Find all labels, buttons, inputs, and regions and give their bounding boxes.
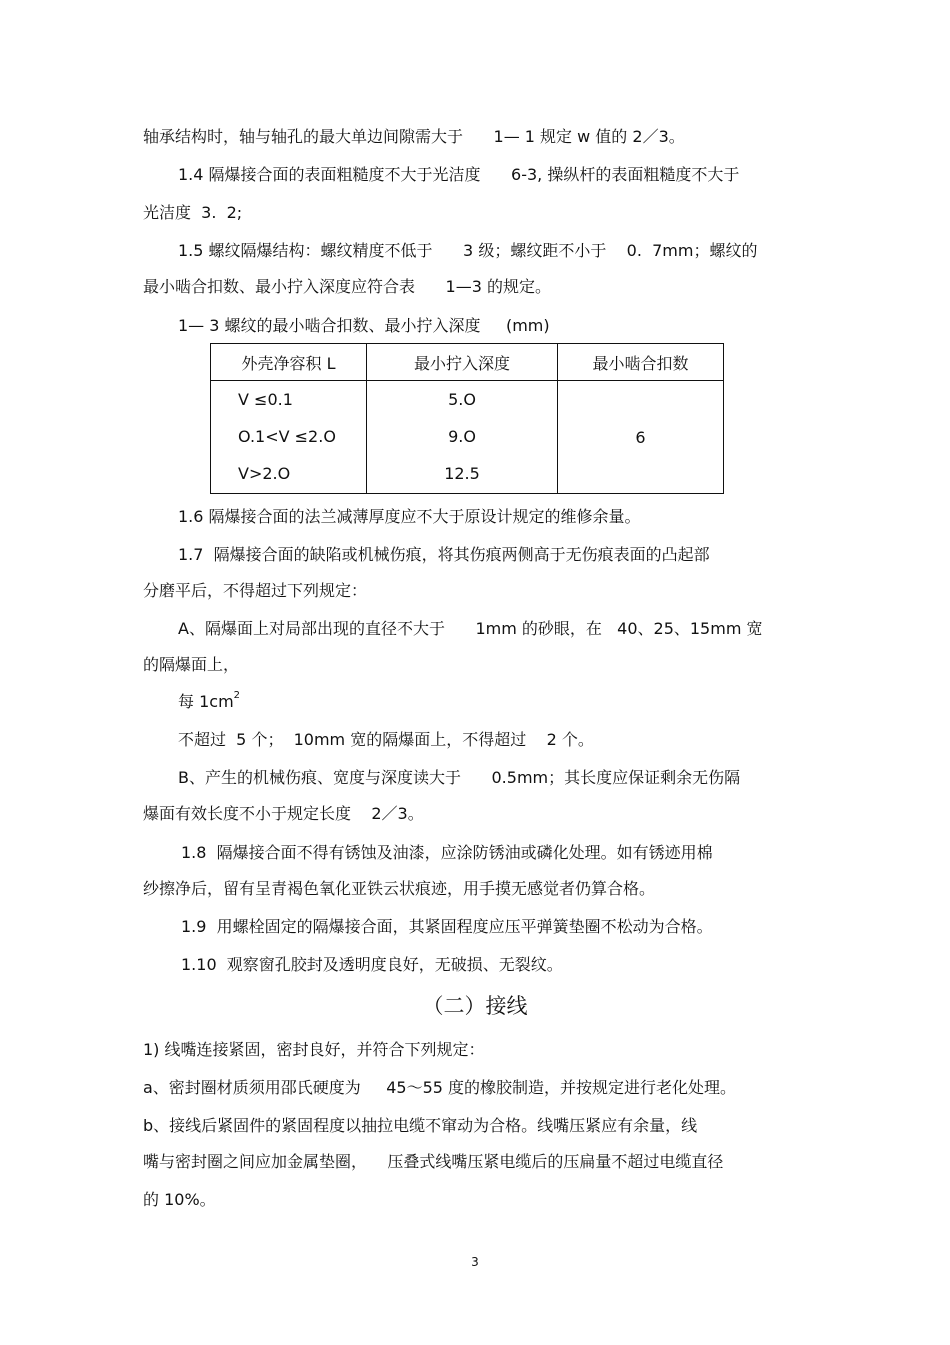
depth-value: 5.O [448,389,476,409]
text-line: 的 10%。 [143,1190,216,1209]
text-line: 1.8 隔爆接合面不得有锈蚀及油漆，应涂防锈油或磷化处理。如有锈迹用棉 [181,843,713,862]
table-header-row [211,344,724,381]
text-line: 轴承结构时，轴与轴孔的最大单边间隙需大于 1— 1 规定 w 值的 2／3。 [143,127,685,146]
text-line: 纱擦净后，留有呈青褐色氧化亚铁云状痕迹，用手摸无感觉者仍算合格。 [143,879,656,898]
page-number: 3 [471,1255,479,1269]
volume-value: O.1<V ≤2.O [238,426,336,446]
area-unit-text: 每 1cm [178,692,234,711]
table-body-row [211,381,724,494]
text-line: 1.10 观察窗孔胶封及透明度良好，无破损、无裂纹。 [181,955,563,974]
header-threads: 最小啮合扣数 [558,344,724,381]
text-line: 1.7 隔爆接合面的缺陷或机械伤痕，将其伤痕两侧高于无伤痕表面的凸起部 [178,545,710,564]
text-line: 1) 线嘴连接紧固，密封良好，并符合下列规定： [143,1040,485,1059]
text-line: B、产生的机械伤痕、宽度与深度读大于 0.5mm；其长度应保证剩余无伤隔 [178,768,741,787]
section-heading: （二）接线 [422,994,528,1018]
text-line: 分磨平后，不得超过下列规定： [143,581,368,600]
volume-value: V>2.O [238,464,291,484]
depth-value: 12.5 [444,464,480,484]
text-line: 1.4 隔爆接合面的表面粗糙度不大于光洁度 6-3, 操纵杆的表面粗糙度不大于 [178,165,740,184]
text-line: 爆面有效长度不小于规定长度 2／3。 [143,804,424,823]
depth-value: 9.O [448,426,476,446]
header-volume: 外壳净容积 L [211,344,367,381]
volume-value: V ≤0.1 [238,389,293,409]
text-line: b、接线后紧固件的紧固程度以抽拉电缆不窜动为合格。线嘴压紧应有余量，线 [143,1116,698,1135]
superscript: 2 [233,690,241,701]
text-line: 1.5 螺纹隔爆结构：螺纹精度不低于 3 级；螺纹距不小于 0. 7mm；螺纹的 [178,241,758,260]
text-line: 嘴与密封圈之间应加金属垫圈， 压叠式线嘴压紧电缆后的压扁量不超过电缆直径 [143,1152,724,1171]
header-depth: 最小拧入深度 [367,344,558,381]
text-line: a、密封圈材质须用邵氏硬度为 45～55 度的橡胶制造，并按规定进行老化处理。 [143,1078,737,1097]
text-line: 不超过 5 个； 10mm 宽的隔爆面上，不得超过 2 个。 [178,730,594,749]
text-line: 1.6 隔爆接合面的法兰减薄厚度应不大于原设计规定的维修余量。 [178,507,641,526]
table-caption: 1— 3 螺纹的最小啮合扣数、最小拧入深度 (mm) [178,316,550,335]
text-line: A、隔爆面上对局部出现的直径不大于 1mm 的砂眼，在 40、25、15mm 宽 [178,619,763,638]
thread-spec-table [210,343,724,494]
text-line: 的隔爆面上， [143,655,240,674]
volume-cell [211,381,367,494]
text-line [178,692,240,712]
text-line: 最小啮合扣数、最小拧入深度应符合表 1—3 的规定。 [143,277,551,296]
depth-cell [367,381,558,494]
threads-value: 6 [558,381,724,494]
text-line: 光洁度 3. 2; [143,203,243,222]
text-line: 1.9 用螺栓固定的隔爆接合面，其紧固程度应压平弹簧垫圈不松动为合格。 [181,917,713,936]
